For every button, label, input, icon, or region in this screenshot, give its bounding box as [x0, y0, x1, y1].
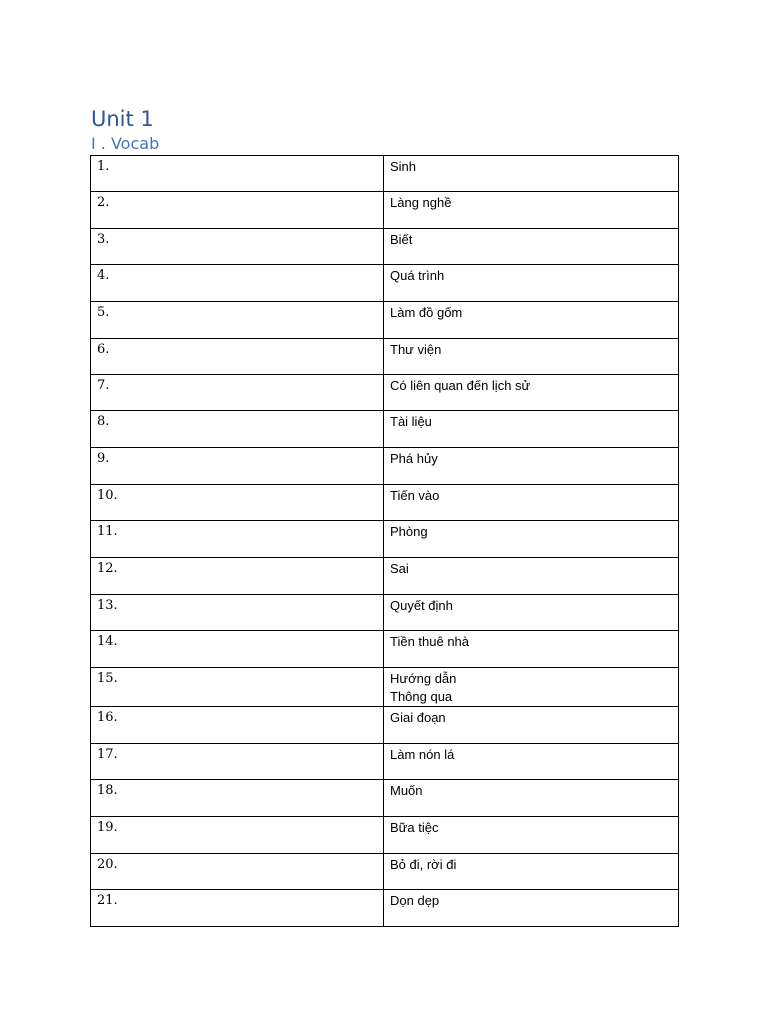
vietnamese-word-cell: [384, 817, 679, 854]
vietnamese-word: Tiến vào: [390, 488, 440, 503]
vietnamese-word: Tiền thuê nhà: [390, 634, 470, 649]
table-row: [91, 156, 679, 192]
vietnamese-word-cell: [384, 631, 679, 668]
vietnamese-word-cell: [384, 854, 679, 890]
table-row: [91, 411, 679, 448]
table-row: [91, 744, 679, 780]
table-row: [91, 558, 679, 595]
table-row: [91, 890, 679, 927]
row-number-cell: 11.: [91, 521, 384, 558]
vietnamese-word: Biết: [390, 232, 413, 247]
row-number-cell: 20.: [91, 854, 384, 890]
vietnamese-word: Phòng: [390, 524, 428, 539]
row-number-cell: 16.: [91, 707, 384, 744]
table-row: [91, 265, 679, 302]
vietnamese-word-cell: [384, 890, 679, 927]
vietnamese-word-cell: [384, 744, 679, 780]
vietnamese-word-cell: [384, 339, 679, 375]
vietnamese-word-cell: [384, 707, 679, 744]
row-number-cell: 19.: [91, 817, 384, 854]
vietnamese-word: Làm đồ gốm: [390, 305, 463, 320]
vietnamese-word-cell: [384, 192, 679, 229]
vietnamese-word: Tài liệu: [390, 414, 432, 429]
vietnamese-word: Muốn: [390, 783, 423, 798]
vietnamese-word: Làm nón lá: [390, 747, 455, 762]
table-row: [91, 192, 679, 229]
table-row: [91, 631, 679, 668]
row-number-cell: 17.: [91, 744, 384, 780]
row-number-cell: 15.: [91, 668, 384, 707]
section-heading: I . Vocab: [91, 134, 160, 153]
vietnamese-word: Làng nghề: [390, 195, 452, 210]
row-number-cell: 12.: [91, 558, 384, 595]
table-row: [91, 854, 679, 890]
row-number-cell: 9.: [91, 448, 384, 485]
vietnamese-word: Phá hủy: [390, 451, 438, 466]
table-row: [91, 521, 679, 558]
row-number-cell: 5.: [91, 302, 384, 339]
vietnamese-word: Có liên quan đến lịch sử: [390, 378, 531, 393]
vietnamese-word: Dọn dẹp: [390, 893, 440, 908]
vietnamese-word-cell: [384, 411, 679, 448]
vietnamese-word: Quyết định: [390, 598, 453, 613]
vietnamese-word: Giai đoạn: [390, 710, 446, 725]
table-row: [91, 707, 679, 744]
row-number-cell: 18.: [91, 780, 384, 817]
row-number-cell: 7.: [91, 375, 384, 411]
row-number-cell: 21.: [91, 890, 384, 927]
row-number-cell: 6.: [91, 339, 384, 375]
row-number-cell: 8.: [91, 411, 384, 448]
table-row: [91, 375, 679, 411]
vocab-table: [90, 155, 679, 927]
row-number-cell: 4.: [91, 265, 384, 302]
vietnamese-word-cell: [384, 156, 679, 192]
table-row: [91, 485, 679, 521]
vietnamese-word-cell: [384, 780, 679, 817]
vietnamese-word: Thông qua: [390, 689, 453, 704]
vietnamese-word: Bỏ đi, rời đi: [390, 857, 457, 872]
table-row: [91, 780, 679, 817]
table-row: [91, 302, 679, 339]
vietnamese-word: Hướng dẫn: [390, 671, 457, 686]
vietnamese-word-cell: [384, 265, 679, 302]
vietnamese-word-cell: [384, 229, 679, 265]
vietnamese-word: Sinh: [390, 159, 417, 174]
vietnamese-word: Bữa tiệc: [390, 820, 439, 835]
table-row: [91, 229, 679, 265]
page-title: Unit 1: [91, 107, 154, 131]
row-number-cell: 3.: [91, 229, 384, 265]
row-number-cell: 14.: [91, 631, 384, 668]
table-row: [91, 339, 679, 375]
vietnamese-word-cell: [384, 595, 679, 631]
vietnamese-word: Quá trình: [390, 268, 445, 283]
vietnamese-word-cell: [384, 375, 679, 411]
vietnamese-word: Sai: [390, 561, 409, 576]
vietnamese-word-cell: [384, 521, 679, 558]
vietnamese-word-cell: [384, 558, 679, 595]
row-number-cell: 2.: [91, 192, 384, 229]
table-row: [91, 595, 679, 631]
vietnamese-word-cell: [384, 485, 679, 521]
table-row: [91, 448, 679, 485]
row-number-cell: 1.: [91, 156, 384, 192]
row-number-cell: 10.: [91, 485, 384, 521]
table-row: [91, 668, 679, 707]
vietnamese-word-cell: [384, 448, 679, 485]
vietnamese-word-cell: [384, 668, 679, 707]
vietnamese-word: Thư viện: [390, 342, 442, 357]
table-row: [91, 817, 679, 854]
vietnamese-word-cell: [384, 302, 679, 339]
row-number-cell: 13.: [91, 595, 384, 631]
